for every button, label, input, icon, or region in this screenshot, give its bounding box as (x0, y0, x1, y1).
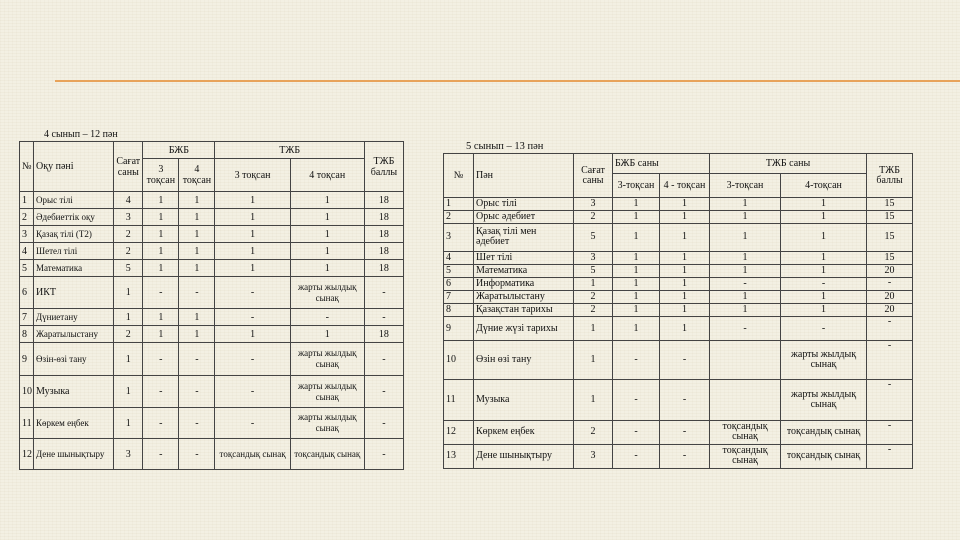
grade5-assessment-table (443, 153, 913, 469)
tjb-q3-cell: 1 (215, 209, 290, 226)
subject-cell: Орыс әдебиет (474, 211, 574, 224)
row-num-cell: 6 (444, 277, 474, 290)
row-num-cell: 5 (444, 264, 474, 277)
hours-cell: 4 (114, 192, 143, 209)
header-tjb-score: ТЖБ баллы (364, 142, 403, 192)
hours-cell: 2 (114, 243, 143, 260)
tjb-q3-cell: 1 (215, 226, 290, 243)
tjb-score-cell: 20 (867, 290, 913, 303)
header-hours: Сағат саны (114, 142, 143, 192)
tjb-q4-cell: - (781, 277, 867, 290)
tjb-q3-cell: - (215, 277, 290, 309)
table-row (444, 420, 913, 444)
subject-cell: Орыс тілі (474, 198, 574, 211)
header-num: № (444, 154, 474, 198)
bjb-q3-cell: - (143, 343, 179, 376)
tjb-q4-cell: 1 (781, 211, 867, 224)
row-num-cell: 11 (444, 380, 474, 420)
table-row (20, 326, 404, 343)
tjb-score-cell: - (364, 408, 403, 439)
tjb-score-cell: 20 (867, 264, 913, 277)
tjb-score-cell: - (364, 376, 403, 408)
row-num-cell: 3 (20, 226, 34, 243)
row-num-cell: 1 (20, 192, 34, 209)
subject-cell: Математика (474, 264, 574, 277)
bjb-q4-cell: - (660, 444, 710, 468)
tjb-q3-cell (710, 380, 781, 420)
tjb-q3-cell: 1 (215, 260, 290, 277)
tjb-score-cell: - (867, 420, 913, 444)
bjb-q3-cell: - (143, 439, 179, 470)
table-row (20, 226, 404, 243)
tjb-score-cell: 18 (364, 260, 403, 277)
tjb-q4-cell: 1 (290, 260, 364, 277)
hours-cell: 3 (574, 251, 613, 264)
tjb-score-cell: 18 (364, 326, 403, 343)
bjb-q3-cell: 1 (613, 317, 660, 341)
table-row (20, 408, 404, 439)
bjb-q3-cell: 1 (613, 251, 660, 264)
bjb-q4-cell: 1 (179, 226, 215, 243)
row-num-cell: 12 (20, 439, 34, 470)
row-num-cell: 6 (20, 277, 34, 309)
subject-cell: Дене шынықтыру (474, 444, 574, 468)
accent-divider-line (55, 80, 960, 82)
row-num-cell: 12 (444, 420, 474, 444)
table-row (444, 264, 913, 277)
bjb-q4-cell: 1 (179, 260, 215, 277)
bjb-q4-cell: - (660, 341, 710, 380)
header-bjb-q4: 4 - тоқсан (660, 174, 710, 198)
bjb-q4-cell: 1 (660, 224, 710, 251)
subject-cell: Жаратылыстану (474, 290, 574, 303)
bjb-q3-cell: 1 (143, 243, 179, 260)
header-num: № (20, 142, 34, 192)
tjb-q4-cell: жарты жылдық сынақ (781, 341, 867, 380)
bjb-q3-cell: 1 (613, 277, 660, 290)
bjb-q3-cell: 1 (143, 226, 179, 243)
hours-cell: 1 (574, 317, 613, 341)
header-tjb-q3: 3-тоқсан (710, 174, 781, 198)
hours-cell: 3 (114, 439, 143, 470)
subject-cell: Шет тілі (474, 251, 574, 264)
tjb-q4-cell: 1 (290, 243, 364, 260)
subject-cell: Шетел тілі (34, 243, 114, 260)
tjb-q3-cell: 1 (215, 192, 290, 209)
tjb-q4-cell: жарты жылдық сынақ (290, 376, 364, 408)
bjb-q3-cell: - (143, 277, 179, 309)
bjb-q4-cell: 1 (660, 317, 710, 341)
hours-cell: 5 (114, 260, 143, 277)
header-tjb-score: ТЖБ баллы (867, 154, 913, 198)
tjb-score-cell: 18 (364, 192, 403, 209)
grade5-table-body (444, 198, 913, 469)
subject-cell: ИКТ (34, 277, 114, 309)
grade4-table-body (20, 192, 404, 470)
subject-cell: Қазақстан тарихы (474, 303, 574, 316)
bjb-q3-cell: 1 (143, 309, 179, 326)
row-num-cell: 3 (444, 224, 474, 251)
table-row (20, 343, 404, 376)
row-num-cell: 9 (20, 343, 34, 376)
bjb-q3-cell: 1 (613, 198, 660, 211)
subject-cell: Орыс тілі (34, 192, 114, 209)
tjb-score-cell: - (867, 341, 913, 380)
row-num-cell: 13 (444, 444, 474, 468)
hours-cell: 1 (574, 277, 613, 290)
bjb-q3-cell: 1 (143, 209, 179, 226)
tjb-q3-cell: - (215, 343, 290, 376)
tjb-q4-cell: 1 (290, 326, 364, 343)
row-num-cell: 10 (20, 376, 34, 408)
hours-cell: 2 (574, 290, 613, 303)
table-row (444, 251, 913, 264)
table-row (20, 192, 404, 209)
tjb-q4-cell: - (781, 317, 867, 341)
grade4-assessment-table (19, 141, 404, 470)
bjb-q3-cell: 1 (613, 290, 660, 303)
tjb-q4-cell: жарты жылдық сынақ (290, 277, 364, 309)
bjb-q3-cell: 1 (613, 211, 660, 224)
subject-cell: Қазақ тілі мен әдебиет (474, 224, 574, 251)
hours-cell: 1 (114, 376, 143, 408)
bjb-q3-cell: - (143, 408, 179, 439)
bjb-q3-cell: - (613, 420, 660, 444)
bjb-q3-cell: 1 (613, 303, 660, 316)
tjb-score-cell: - (867, 317, 913, 341)
tjb-q4-cell: жарты жылдық сынақ (290, 408, 364, 439)
table-row (20, 439, 404, 470)
tjb-q3-cell: тоқсандық сынақ (710, 444, 781, 468)
hours-cell: 5 (574, 224, 613, 251)
header-tjb: ТЖБ (215, 142, 364, 159)
table-row (20, 260, 404, 277)
subject-cell: Жаратылыстану (34, 326, 114, 343)
bjb-q4-cell: 1 (660, 303, 710, 316)
bjb-q3-cell: - (613, 341, 660, 380)
table-row (444, 277, 913, 290)
tjb-q4-cell: 1 (781, 303, 867, 316)
subject-cell: Әдебиеттік оқу (34, 209, 114, 226)
hours-cell: 2 (574, 211, 613, 224)
tjb-q4-cell: тоқсандық сынақ (290, 439, 364, 470)
table1-caption: 4 сынып – 12 пән (44, 129, 118, 140)
subject-cell: Өзін өзі тану (474, 341, 574, 380)
tjb-q4-cell: жарты жылдық сынақ (290, 343, 364, 376)
bjb-q4-cell: - (179, 376, 215, 408)
header-bjb-q4: 4 тоқсан (179, 159, 215, 192)
header-hours: Сағат саны (574, 154, 613, 198)
bjb-q3-cell: 1 (613, 224, 660, 251)
row-num-cell: 1 (444, 198, 474, 211)
tjb-q3-cell: 1 (710, 211, 781, 224)
tjb-score-cell: 18 (364, 226, 403, 243)
tjb-q4-cell: тоқсандық сынақ (781, 444, 867, 468)
tjb-q3-cell: - (215, 309, 290, 326)
tjb-q3-cell: 1 (710, 290, 781, 303)
row-num-cell: 4 (444, 251, 474, 264)
bjb-q4-cell: 1 (660, 290, 710, 303)
tjb-score-cell: - (867, 444, 913, 468)
tjb-q4-cell: 1 (781, 290, 867, 303)
hours-cell: 1 (114, 309, 143, 326)
tjb-q4-cell: 1 (290, 209, 364, 226)
bjb-q3-cell: - (613, 444, 660, 468)
table-row (444, 341, 913, 380)
header-subject: Оқу пәні (34, 142, 114, 192)
tjb-q3-cell (710, 341, 781, 380)
hours-cell: 2 (574, 303, 613, 316)
tjb-q4-cell: жарты жылдық сынақ (781, 380, 867, 420)
subject-cell: Дүние жүзі тарихы (474, 317, 574, 341)
hours-cell: 3 (114, 209, 143, 226)
tjb-score-cell: 15 (867, 224, 913, 251)
header-bjb-count: БЖБ саны (613, 154, 710, 174)
row-num-cell: 9 (444, 317, 474, 341)
bjb-q3-cell: - (613, 380, 660, 420)
tjb-q3-cell: - (710, 277, 781, 290)
table2-caption: 5 сынып – 13 пән (466, 141, 544, 152)
header-tjb-q4: 4-тоқсан (781, 174, 867, 198)
tjb-q4-cell: 1 (781, 264, 867, 277)
hours-cell: 1 (114, 408, 143, 439)
tjb-q4-cell: - (290, 309, 364, 326)
tjb-q3-cell: 1 (710, 264, 781, 277)
hours-cell: 2 (114, 226, 143, 243)
subject-cell: Музыка (474, 380, 574, 420)
table-row (20, 277, 404, 309)
tjb-q3-cell: 1 (215, 326, 290, 343)
tjb-q4-cell: 1 (781, 224, 867, 251)
table-row (444, 198, 913, 211)
header-tjb-q4: 4 тоқсан (290, 159, 364, 192)
row-num-cell: 2 (444, 211, 474, 224)
table-row (20, 243, 404, 260)
tjb-score-cell: 15 (867, 198, 913, 211)
bjb-q3-cell: 1 (613, 264, 660, 277)
hours-cell: 1 (114, 277, 143, 309)
table-row (444, 444, 913, 468)
header-bjb: БЖБ (143, 142, 215, 159)
tjb-q3-cell: тоқсандық сынақ (215, 439, 290, 470)
tjb-q4-cell: тоқсандық сынақ (781, 420, 867, 444)
hours-cell: 1 (574, 341, 613, 380)
row-num-cell: 5 (20, 260, 34, 277)
hours-cell: 1 (574, 380, 613, 420)
table-row (444, 303, 913, 316)
subject-cell: Математика (34, 260, 114, 277)
table-row (20, 376, 404, 408)
table-row (444, 290, 913, 303)
header-tjb-q3: 3 тоқсан (215, 159, 290, 192)
hours-cell: 2 (574, 420, 613, 444)
bjb-q4-cell: - (660, 380, 710, 420)
tjb-score-cell: 18 (364, 209, 403, 226)
subject-cell: Музыка (34, 376, 114, 408)
subject-cell: Қазақ тілі (Т2) (34, 226, 114, 243)
table-row (444, 317, 913, 341)
header-bjb-q3: 3-тоқсан (613, 174, 660, 198)
tjb-score-cell: 18 (364, 243, 403, 260)
bjb-q4-cell: 1 (660, 251, 710, 264)
tjb-score-cell: - (364, 309, 403, 326)
row-num-cell: 7 (444, 290, 474, 303)
bjb-q4-cell: - (179, 439, 215, 470)
bjb-q4-cell: 1 (179, 243, 215, 260)
table-row (20, 309, 404, 326)
table-row (444, 380, 913, 420)
tjb-q3-cell: - (710, 317, 781, 341)
row-num-cell: 11 (20, 408, 34, 439)
bjb-q4-cell: 1 (660, 198, 710, 211)
tjb-score-cell: - (867, 380, 913, 420)
bjb-q4-cell: 1 (179, 192, 215, 209)
table-row (444, 224, 913, 251)
tjb-q3-cell: - (215, 376, 290, 408)
bjb-q4-cell: - (179, 277, 215, 309)
tjb-score-cell: 20 (867, 303, 913, 316)
subject-cell: Дене шынықтыру (34, 439, 114, 470)
tjb-score-cell: - (867, 277, 913, 290)
subject-cell: Өзін-өзі тану (34, 343, 114, 376)
bjb-q4-cell: 1 (660, 264, 710, 277)
bjb-q3-cell: 1 (143, 326, 179, 343)
subject-cell: Көркем еңбек (34, 408, 114, 439)
bjb-q4-cell: 1 (660, 277, 710, 290)
bjb-q3-cell: 1 (143, 260, 179, 277)
tjb-score-cell: 15 (867, 251, 913, 264)
tjb-q4-cell: 1 (290, 226, 364, 243)
hours-cell: 1 (114, 343, 143, 376)
bjb-q4-cell: - (179, 408, 215, 439)
tjb-score-cell: - (364, 343, 403, 376)
tjb-q3-cell: - (215, 408, 290, 439)
bjb-q3-cell: - (143, 376, 179, 408)
bjb-q4-cell: 1 (179, 309, 215, 326)
bjb-q4-cell: 1 (660, 211, 710, 224)
subject-cell: Информатика (474, 277, 574, 290)
tjb-q4-cell: 1 (781, 198, 867, 211)
subject-cell: Көркем еңбек (474, 420, 574, 444)
row-num-cell: 8 (20, 326, 34, 343)
hours-cell: 2 (114, 326, 143, 343)
row-num-cell: 2 (20, 209, 34, 226)
bjb-q4-cell: - (179, 343, 215, 376)
hours-cell: 3 (574, 198, 613, 211)
row-num-cell: 10 (444, 341, 474, 380)
bjb-q4-cell: 1 (179, 209, 215, 226)
subject-cell: Дүниетану (34, 309, 114, 326)
header-tjb-count: ТЖБ саны (710, 154, 867, 174)
row-num-cell: 4 (20, 243, 34, 260)
row-num-cell: 8 (444, 303, 474, 316)
header-bjb-q3: 3 тоқсан (143, 159, 179, 192)
tjb-q3-cell: 1 (215, 243, 290, 260)
tjb-score-cell: - (364, 439, 403, 470)
tjb-score-cell: 15 (867, 211, 913, 224)
tjb-q4-cell: 1 (781, 251, 867, 264)
tjb-q4-cell: 1 (290, 192, 364, 209)
tjb-q3-cell: 1 (710, 303, 781, 316)
bjb-q4-cell: 1 (179, 326, 215, 343)
tjb-q3-cell: 1 (710, 224, 781, 251)
row-num-cell: 7 (20, 309, 34, 326)
tjb-q3-cell: тоқсандық сынақ (710, 420, 781, 444)
bjb-q4-cell: - (660, 420, 710, 444)
hours-cell: 5 (574, 264, 613, 277)
tjb-score-cell: - (364, 277, 403, 309)
header-subject: Пән (474, 154, 574, 198)
tjb-q3-cell: 1 (710, 198, 781, 211)
hours-cell: 3 (574, 444, 613, 468)
table-row (444, 211, 913, 224)
table-row (20, 209, 404, 226)
tjb-q3-cell: 1 (710, 251, 781, 264)
bjb-q3-cell: 1 (143, 192, 179, 209)
